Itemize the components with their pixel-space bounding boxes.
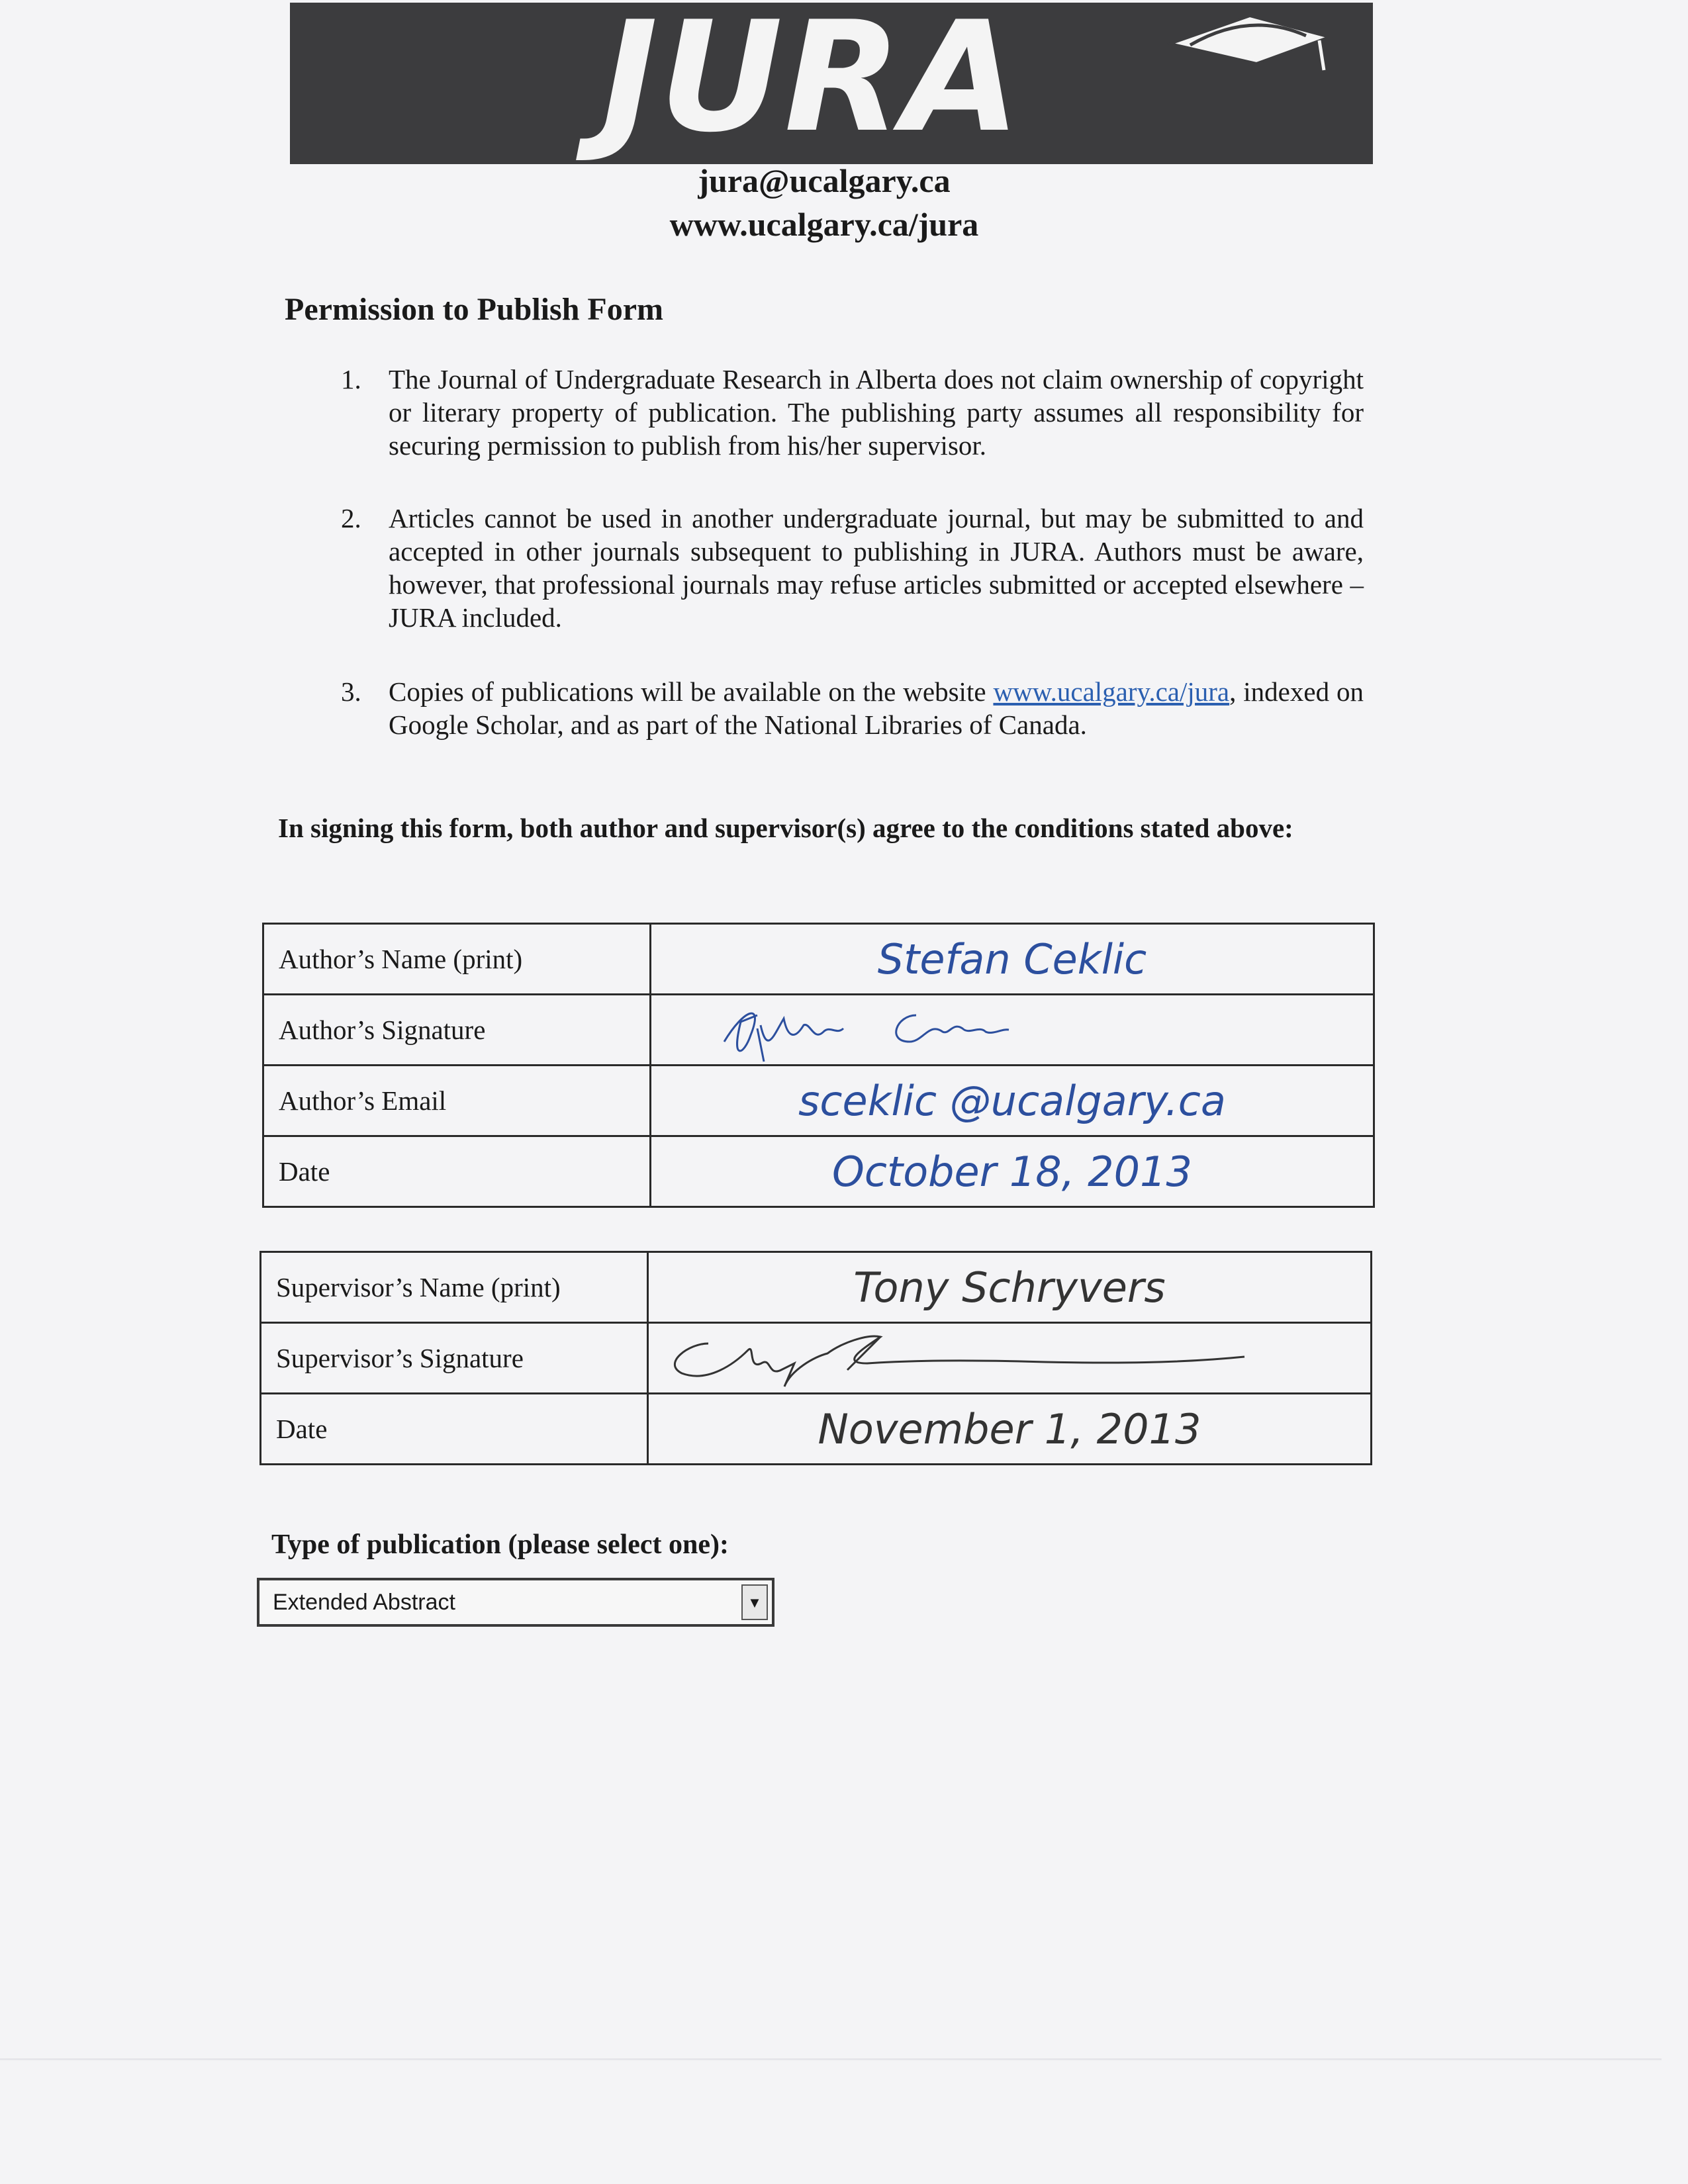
chevron-down-icon[interactable]: ▼ <box>741 1584 768 1620</box>
publication-type-label: Type of publication (please select one): <box>271 1529 729 1560</box>
supervisor-name-field[interactable]: Tony Schryvers <box>648 1252 1372 1323</box>
table-row <box>263 1066 1374 1136</box>
table-row <box>261 1252 1372 1323</box>
table-row <box>263 1136 1374 1207</box>
supervisor-name-label: Supervisor’s Name (print) <box>261 1252 648 1323</box>
table-row <box>263 924 1374 995</box>
publication-type-value: Extended Abstract <box>273 1590 455 1615</box>
supervisor-signature-label: Supervisor’s Signature <box>261 1323 648 1394</box>
agreement-statement: In signing this form, both author and supervisor(s) agree to the conditions stated above: <box>278 813 1293 843</box>
author-date-label: Date <box>263 1136 651 1207</box>
jura-logo-banner <box>290 0 1373 166</box>
contact-website: www.ucalgary.ca/jura <box>669 206 979 243</box>
graduation-cap-icon <box>1150 4 1349 77</box>
supervisor-table <box>259 1251 1372 1465</box>
author-name-field[interactable]: Stefan Ceklic <box>651 924 1374 995</box>
author-signature-scribble <box>651 995 1373 1064</box>
website-link[interactable]: www.ucalgary.ca/jura <box>993 676 1230 707</box>
contact-email: jura@ucalgary.ca <box>698 162 951 199</box>
author-name-label: Author’s Name (print) <box>263 924 651 995</box>
table-row <box>261 1323 1372 1394</box>
permission-form-page: JURA jura@ucalgary.ca www.ucalgary.ca/jura Permission to Publish Form 1. The Journal of Undergraduate Research in Alberta does not claim ownership of copyright or literary property of publication. The publishing party assumes all responsibility for securing permission to publish from his/her supervisor. 2. Articles cannot be used in another undergraduate journal, but may be submitted to and accepted in other journals subsequent to publishing in JURA. Authors must be aware, however, that professional journals may refuse articles submitted or accepted elsewhere – JURA included. 3. Copies of publications will be available on the website www.ucalgary.ca/jura, indexed on Google Scholar, and as part of the National Libraries of Canada. In signing this form, both author and supervisor(s) agree to the conditions stated above: Author’s Name (print) Stefan Ceklic Author’s Signature Author’s Email sceklic @ucalgary.ca Date October 18, 2013 Supervisor’s Name (print) Tony Schryvers Supervisor’s Signature Date November 1, 2013 Type of publication (please select one): Extended Abstract ▼ <box>0 0 1688 2184</box>
supervisor-signature-scribble <box>649 1324 1370 1392</box>
author-date-field[interactable]: October 18, 2013 <box>651 1136 1374 1207</box>
form-title: Permission to Publish Form <box>285 292 663 327</box>
supervisor-date-label: Date <box>261 1394 648 1465</box>
author-email-field[interactable]: sceklic @ucalgary.ca <box>651 1066 1374 1136</box>
author-signature-label: Author’s Signature <box>263 995 651 1066</box>
supervisor-signature-field[interactable] <box>648 1323 1372 1394</box>
author-email-label: Author’s Email <box>263 1066 651 1136</box>
author-table <box>262 923 1375 1208</box>
jura-logo: JURA <box>601 0 1022 166</box>
publication-type-select[interactable] <box>257 1578 774 1627</box>
table-row <box>263 995 1374 1066</box>
author-signature-field[interactable] <box>651 995 1374 1066</box>
scan-edge-line <box>0 2058 1662 2060</box>
supervisor-date-field[interactable]: November 1, 2013 <box>648 1394 1372 1465</box>
table-row <box>261 1394 1372 1465</box>
